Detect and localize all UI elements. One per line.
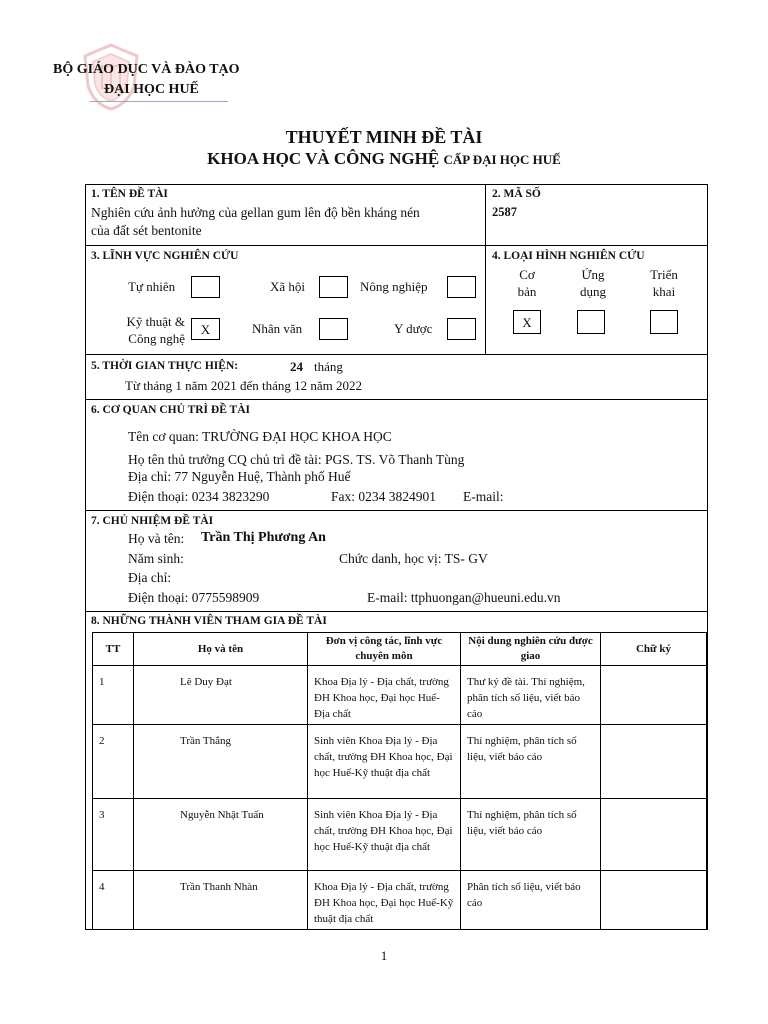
column-header-content: Nội dung nghiên cứu được giao bbox=[461, 633, 601, 666]
member-content: Thư ký đề tài. Thí nghiệm, phân tích số liệu, viết báo cáo bbox=[467, 676, 585, 720]
ministry-name: BỘ GIÁO DỤC VÀ ĐÀO TẠO bbox=[53, 62, 240, 77]
pi-phone: Điện thoại: 0775598909 bbox=[128, 590, 260, 605]
section-2-heading: 2. MÃ SỐ bbox=[492, 188, 541, 200]
section-1-heading: 1. TÊN ĐỀ TÀI bbox=[91, 188, 168, 200]
pi-name-label: Họ và tên: bbox=[128, 531, 185, 546]
section-3-heading: 3. LĨNH VỰC NGHIÊN CỨU bbox=[91, 250, 239, 262]
header-divider bbox=[90, 101, 228, 102]
pi-title: Chức danh, học vị: TS- GV bbox=[339, 551, 488, 566]
duration-period: Từ tháng 1 năm 2021 đến tháng 12 năm 2022 bbox=[125, 378, 363, 393]
member-tt: 2 bbox=[99, 735, 105, 747]
member-content: Thí nghiệm, phân tích số liệu, viết báo cáo bbox=[467, 809, 577, 837]
university-name: ĐẠI HỌC HUẾ bbox=[104, 82, 199, 97]
host-org-name: Tên cơ quan: TRƯỜNG ĐẠI HỌC KHOA HỌC bbox=[128, 429, 392, 444]
table-row bbox=[93, 666, 707, 725]
members-table-header bbox=[93, 633, 707, 666]
member-name: Lê Duy Đạt bbox=[180, 676, 232, 688]
document-subtitle bbox=[0, 149, 768, 169]
member-name: Nguyễn Nhật Tuấn bbox=[180, 809, 264, 821]
table-row bbox=[93, 871, 707, 930]
column-header-name: Họ và tên bbox=[134, 633, 308, 666]
field-label-humanities: Nhân văn bbox=[252, 321, 303, 336]
column-header-tt: TT bbox=[93, 633, 134, 666]
type-applied-line-1: Ứng bbox=[581, 267, 605, 282]
engineering-label-line-1: Kỹ thuật & bbox=[126, 314, 185, 329]
host-org-address: Địa chỉ: 77 Nguyễn Huệ, Thành phố Huế bbox=[128, 469, 351, 484]
project-code: 2587 bbox=[492, 205, 517, 219]
member-name: Trần Thanh Nhàn bbox=[180, 881, 258, 893]
project-title-line-1: Nghiên cứu ảnh hưởng của gellan gum lên độ bền kháng nén bbox=[91, 205, 420, 220]
member-signature[interactable] bbox=[601, 666, 706, 676]
type-deployment-line-2: khai bbox=[652, 284, 676, 299]
member-content: Thí nghiệm, phân tích số liệu, viết báo cáo bbox=[467, 735, 577, 763]
field-label-agriculture: Nông nghiệp bbox=[360, 279, 428, 294]
member-tt: 4 bbox=[99, 881, 105, 893]
member-unit: Khoa Địa lý - Địa chất, trường ĐH Khoa học, Đại học Huế-Kỹ thuật địa chất bbox=[314, 881, 454, 925]
column-divider bbox=[485, 184, 486, 354]
table-row bbox=[93, 725, 707, 799]
divider-3 bbox=[85, 399, 707, 400]
type-label-deployment bbox=[641, 266, 687, 300]
project-title-line-2: của đất sét bentonite bbox=[91, 223, 202, 238]
type-basic-line-1: Cơ bbox=[519, 267, 535, 282]
section-4-heading: 4. LOẠI HÌNH NGHIÊN CỨU bbox=[492, 250, 645, 262]
member-unit: Khoa Địa lý - Địa chất, trường ĐH Khoa học, Đại học Huế-Địa chất bbox=[314, 676, 449, 720]
type-applied-line-2: dụng bbox=[580, 284, 606, 299]
section-6-heading: 6. CƠ QUAN CHỦ TRÌ ĐỀ TÀI bbox=[91, 404, 251, 416]
member-content: Phân tích số liệu, viết báo cáo bbox=[467, 881, 581, 909]
type-label-basic bbox=[505, 266, 549, 300]
document-title: THUYẾT MINH ĐỀ TÀI bbox=[285, 127, 483, 147]
section-7-heading: 7. CHỦ NHIỆM ĐỀ TÀI bbox=[91, 515, 214, 527]
member-signature[interactable] bbox=[601, 799, 706, 809]
field-checkbox-agriculture[interactable] bbox=[447, 276, 476, 298]
pi-address: Địa chỉ: bbox=[128, 570, 172, 585]
field-label-medicine: Y dược bbox=[394, 321, 433, 336]
type-deployment-line-1: Triển bbox=[650, 267, 678, 282]
member-name: Trần Thắng bbox=[180, 735, 232, 747]
subtitle-level: CẤP ĐẠI HỌC HUẾ bbox=[443, 152, 561, 167]
subtitle-main: KHOA HỌC VÀ CÔNG NGHỆ bbox=[207, 149, 440, 168]
pi-birth-year: Năm sinh: bbox=[128, 551, 184, 566]
field-label-social-science: Xã hội bbox=[270, 279, 306, 294]
type-checkbox-applied[interactable] bbox=[577, 310, 605, 334]
field-checkbox-humanities[interactable] bbox=[319, 318, 348, 340]
member-signature[interactable] bbox=[601, 725, 706, 735]
pi-name: Trần Thị Phương An bbox=[201, 530, 326, 545]
host-org-head: Họ tên thủ trưởng CQ chủ trì đề tài: PGS. TS. Võ Thanh Tùng bbox=[128, 452, 465, 467]
member-tt: 3 bbox=[99, 809, 105, 821]
member-unit: Sinh viên Khoa Địa lý - Địa chất, trường ĐH Khoa học, Đại học Huế-Kỹ thuật địa chất bbox=[314, 735, 453, 779]
members-table bbox=[92, 632, 707, 930]
column-header-unit: Đơn vị công tác, lĩnh vực chuyên môn bbox=[308, 633, 461, 666]
type-basic-line-2: bản bbox=[517, 284, 537, 299]
field-checkbox-social-science[interactable] bbox=[319, 276, 348, 298]
host-org-email: E-mail: bbox=[463, 489, 504, 504]
divider-2 bbox=[85, 354, 707, 355]
engineering-label-line-2: Công nghệ bbox=[128, 331, 185, 346]
type-label-applied bbox=[570, 266, 616, 300]
divider-4 bbox=[85, 510, 707, 511]
field-checkbox-medicine[interactable] bbox=[447, 318, 476, 340]
type-checkbox-basic[interactable]: X bbox=[513, 310, 541, 334]
page-number: 1 bbox=[380, 948, 388, 963]
section-8-heading: 8. NHỮNG THÀNH VIÊN THAM GIA ĐỀ TÀI bbox=[91, 615, 327, 627]
type-checkbox-deployment[interactable] bbox=[650, 310, 678, 334]
host-org-fax: Fax: 0234 3824901 bbox=[331, 489, 437, 504]
field-checkbox-engineering[interactable]: X bbox=[191, 318, 220, 340]
column-header-signature: Chữ ký bbox=[601, 633, 707, 666]
table-row bbox=[93, 799, 707, 871]
field-label-natural-science: Tự nhiên bbox=[128, 279, 176, 294]
host-org-phone: Điện thoại: 0234 3823290 bbox=[128, 489, 270, 504]
section-5-heading: 5. THỜI GIAN THỰC HIỆN: bbox=[91, 360, 239, 372]
member-signature[interactable] bbox=[601, 871, 706, 881]
pi-email: E-mail: ttphuongan@hueuni.edu.vn bbox=[367, 590, 561, 605]
duration-unit: tháng bbox=[314, 359, 343, 374]
divider-5 bbox=[85, 611, 707, 612]
field-checkbox-natural-science[interactable] bbox=[191, 276, 220, 298]
field-label-engineering bbox=[115, 313, 185, 347]
duration-months: 24 bbox=[290, 359, 303, 374]
divider-1 bbox=[85, 245, 707, 246]
member-tt: 1 bbox=[99, 676, 105, 688]
member-unit: Sinh viên Khoa Địa lý - Địa chất, trường ĐH Khoa học, Đại học Huế-Kỹ thuật địa chất bbox=[314, 809, 453, 853]
